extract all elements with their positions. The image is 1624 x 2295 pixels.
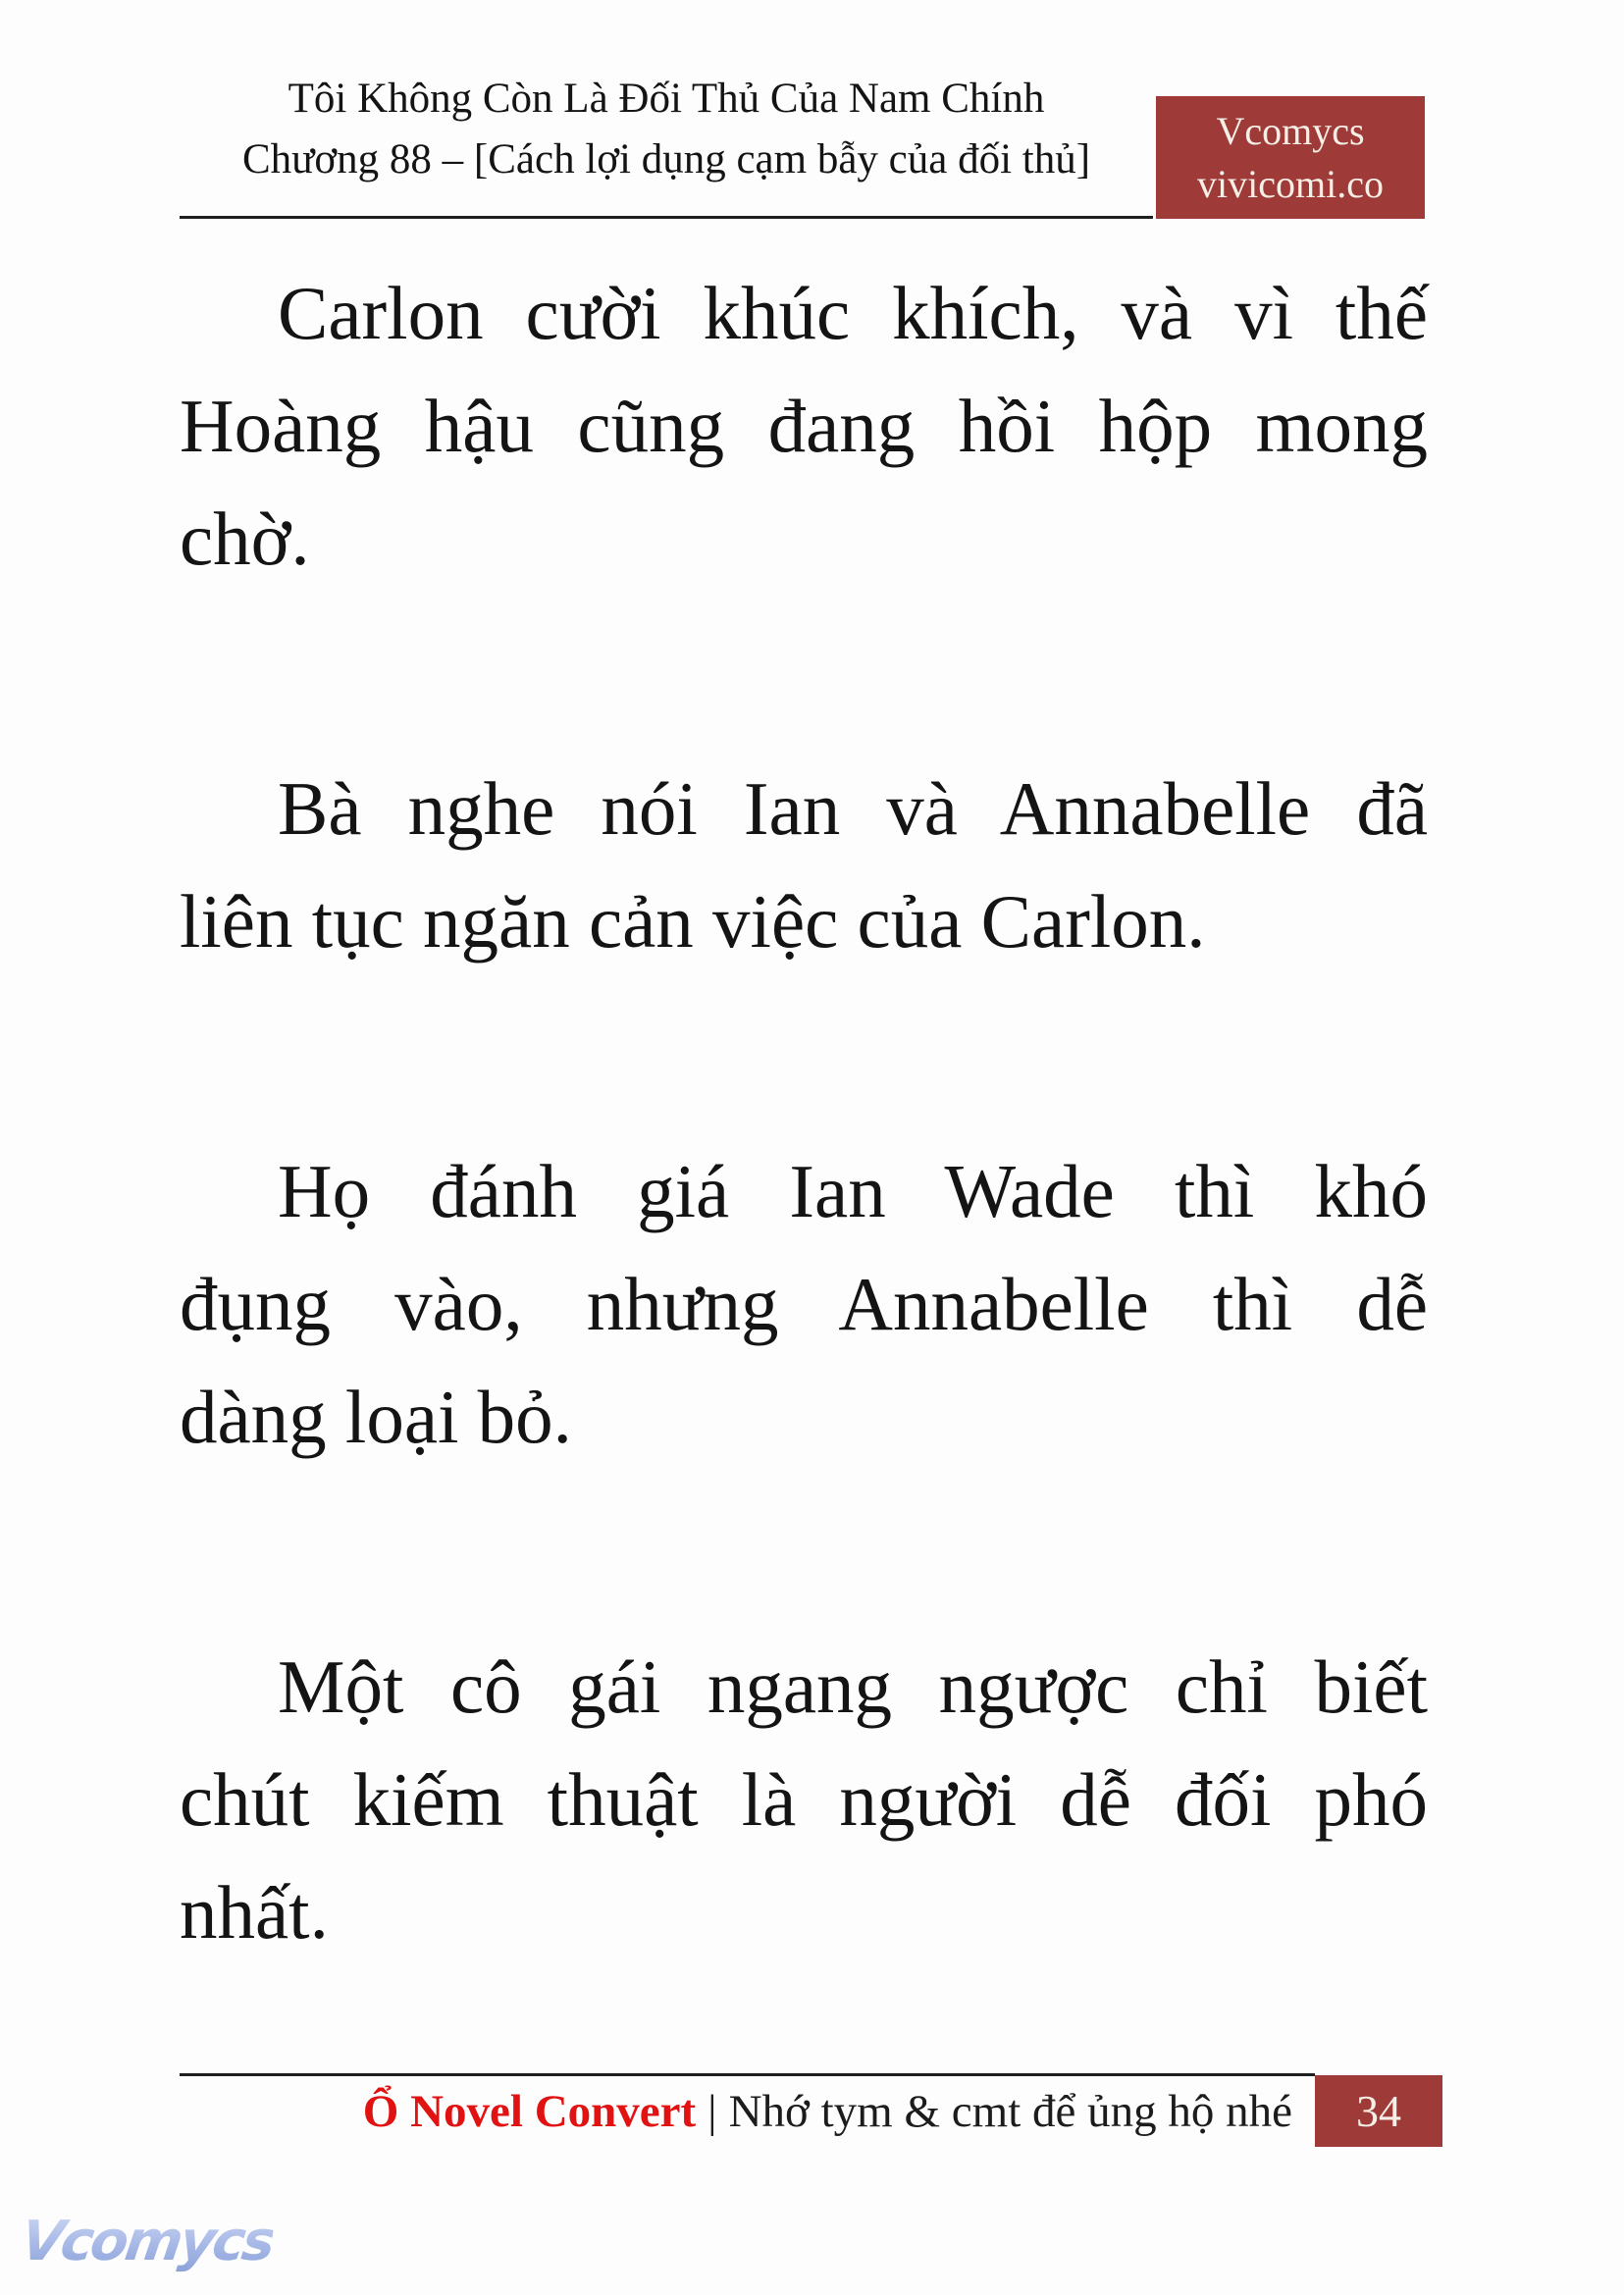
page-header bbox=[180, 69, 1153, 190]
body-line: Hoàng hậu cũng đang hồi hộp mong bbox=[180, 384, 1428, 468]
site-badge-name: Vcomycs bbox=[1216, 108, 1365, 153]
body-line: Họ đánh giá Ian Wade thì khó bbox=[278, 1149, 1428, 1233]
body-line: chút kiếm thuật là người dễ đối phó bbox=[180, 1757, 1428, 1842]
vcomycs-watermark-logo: Vcomycs bbox=[17, 2210, 277, 2273]
paragraph bbox=[180, 753, 1428, 978]
footer-separator: | bbox=[707, 2086, 717, 2137]
body-line: nhất. bbox=[180, 1870, 329, 1955]
page-footer bbox=[180, 2076, 1292, 2147]
page-number-badge bbox=[1315, 2075, 1442, 2147]
body-line: dàng loại bỏ. bbox=[180, 1375, 572, 1459]
page-number: 34 bbox=[1356, 2086, 1401, 2136]
chapter-title: Chương 88 – [Cách lợi dụng cạm bẫy của đối thủ] bbox=[241, 136, 1091, 183]
paragraph bbox=[180, 1135, 1428, 1474]
footer-note: Nhớ tym & cmt để ủng hộ nhé bbox=[728, 2086, 1292, 2137]
chapter-body bbox=[180, 257, 1428, 2126]
novel-title: Tôi Không Còn Là Đối Thủ Của Nam Chính bbox=[288, 76, 1045, 122]
body-line: đụng vào, nhưng Annabelle thì dễ bbox=[180, 1262, 1428, 1346]
body-line: chờ. bbox=[180, 496, 310, 581]
site-badge bbox=[1156, 96, 1425, 219]
site-badge-url: vivicomi.co bbox=[1197, 161, 1384, 206]
paragraph bbox=[180, 257, 1428, 596]
body-line: Carlon cười khúc khích, và vì thế bbox=[278, 271, 1428, 355]
header-divider bbox=[180, 216, 1153, 219]
paragraph bbox=[180, 1631, 1428, 1969]
body-line: Một cô gái ngang ngược chỉ biết bbox=[278, 1644, 1428, 1729]
body-line: Bà nghe nói Ian và Annabelle đã bbox=[278, 766, 1428, 851]
body-line: liên tục ngăn cản việc của Carlon. bbox=[180, 879, 1206, 964]
converter-credit: Ổ Novel Convert bbox=[362, 2086, 697, 2137]
